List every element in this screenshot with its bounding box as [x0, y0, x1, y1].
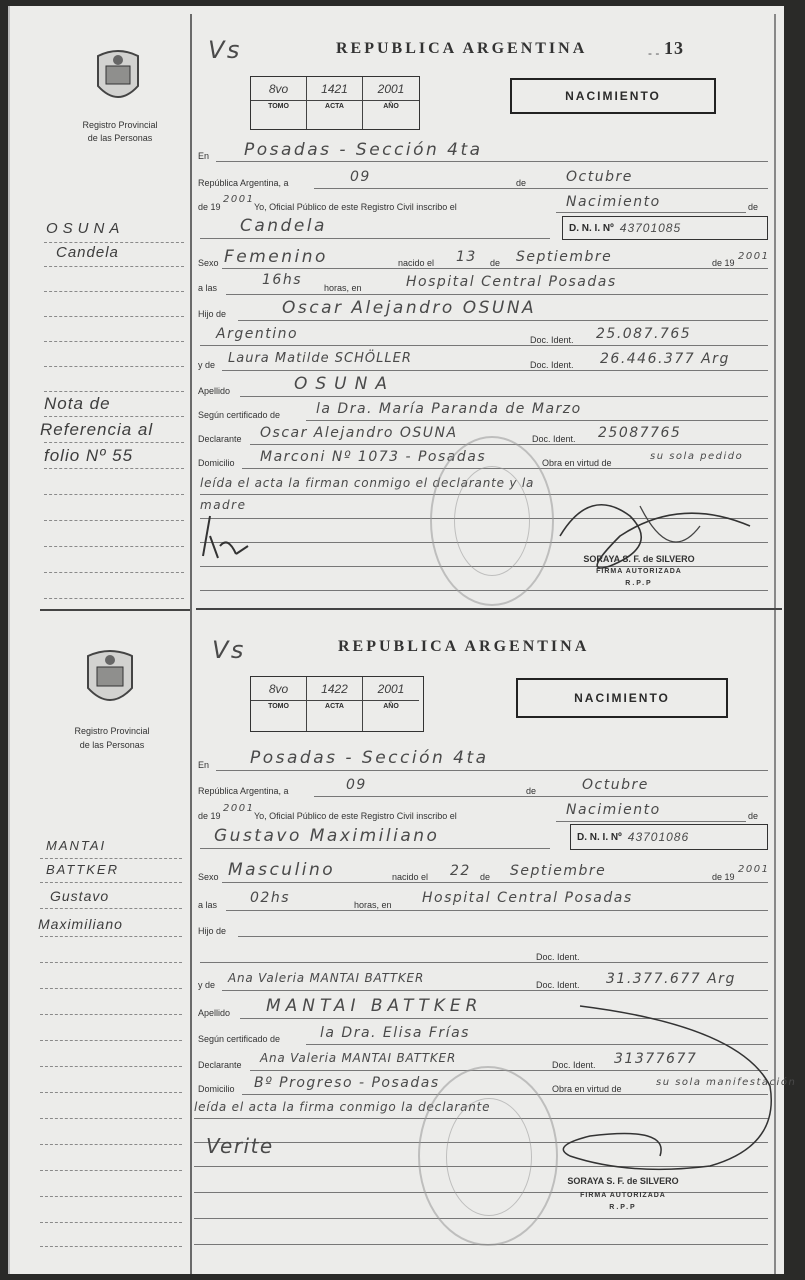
side-dash	[44, 416, 184, 417]
declarante-label: Declarante	[198, 1060, 242, 1070]
declarante-doc-value: 25087765	[598, 425, 682, 441]
tomo-value: 8vo	[251, 677, 306, 701]
nota-line: leída el acta la firma conmigo la declarante	[194, 1100, 491, 1114]
sexo-label: Sexo	[198, 872, 219, 882]
de19-label: de 19	[198, 202, 221, 212]
inscribo-value: Nacimiento	[566, 194, 661, 210]
madre-value: Laura Matilde SCHÖLLER	[228, 351, 412, 366]
en-value: Posadas - Sección 4ta	[244, 140, 483, 160]
mes-value: Octubre	[566, 169, 633, 185]
declarante-doc-label: Doc. Ident.	[532, 434, 576, 444]
registry-name-line2: de las Personas	[79, 740, 145, 750]
lugar-value: Hospital Central Posadas	[406, 274, 617, 290]
nac-dia-value: 22	[450, 863, 471, 879]
nacido-label: nacido el	[392, 872, 429, 882]
side-dash	[44, 598, 184, 599]
domicilio-value: Bº Progreso - Posadas	[254, 1075, 440, 1091]
registry-name-line1: Registro Provincial	[74, 726, 150, 736]
alas-label: a las	[198, 900, 218, 910]
official-title: FIRMA AUTORIZADA	[580, 1192, 666, 1199]
acta-value: 1421	[307, 77, 362, 101]
acta-label: ACTA	[325, 103, 344, 110]
dni-label: D. N. I. Nº	[569, 222, 614, 234]
sexo-label: Sexo	[198, 258, 219, 268]
anio-value: 2001	[223, 803, 255, 814]
official-title: FIRMA AUTORIZADA	[596, 568, 682, 575]
certificado-value: la Dra. María Paranda de Marzo	[316, 401, 582, 417]
side-dash	[40, 858, 182, 859]
de-label-2: de	[748, 811, 759, 821]
nac-anio-value: 2001	[738, 251, 770, 262]
page-number: 13	[664, 38, 684, 58]
registry-emblem	[82, 646, 138, 714]
column-divider	[190, 14, 192, 1274]
dia-value: 09	[350, 169, 371, 185]
doc-ident-label: Doc. Ident.	[536, 952, 580, 962]
declarante-doc-value: 31377677	[614, 1051, 698, 1067]
rule	[200, 848, 550, 849]
side-dash	[40, 1118, 182, 1119]
tomo-acta-box	[250, 676, 424, 732]
rule	[306, 420, 768, 421]
madre-doc-value: 31.377.677 Arg	[606, 971, 736, 987]
apellido-label: Apellido	[198, 386, 231, 396]
tomo-label: TOMO	[268, 103, 289, 110]
side-dash	[40, 1144, 182, 1145]
side-dash	[44, 520, 184, 521]
rule	[200, 962, 768, 963]
de-label: de	[526, 786, 537, 796]
declarante-label: Declarante	[198, 434, 242, 444]
initials: Vs	[212, 636, 246, 664]
yde-label: y de	[198, 360, 216, 370]
rule	[200, 238, 550, 239]
acta-value: 1422	[307, 677, 362, 701]
official-org: R.P.P	[609, 1204, 637, 1211]
dni-box	[562, 216, 768, 240]
side-dash	[40, 1014, 182, 1015]
en-label: En	[198, 151, 210, 161]
record-type-box: NACIMIENTO	[516, 678, 728, 718]
obra-label: Obra en virtud de	[542, 458, 612, 468]
side-dash	[40, 1222, 182, 1223]
sexo-value: Femenino	[224, 247, 328, 267]
padre-value: Oscar Alejandro OSUNA	[282, 298, 537, 318]
hora-value: 16hs	[262, 272, 302, 288]
acta-label: ACTA	[325, 703, 344, 710]
tomo-label: TOMO	[268, 703, 289, 710]
registry-name-line2: de las Personas	[87, 133, 153, 143]
madre-value: Ana Valeria MANTAI BATTKER	[228, 971, 425, 985]
tomo-value: 8vo	[251, 77, 306, 101]
side-dash	[40, 908, 182, 909]
obra-value: su sola manifestación	[656, 1077, 797, 1088]
dia-value: 09	[346, 777, 367, 793]
oficial-text: Yo, Oficial Público de este Registro Civil inscribo el	[254, 202, 457, 212]
side-dash	[40, 962, 182, 963]
apellido-value: OSUNA	[294, 374, 395, 394]
side-note-line1: Nota de	[44, 394, 111, 413]
record-type-box: NACIMIENTO	[510, 78, 716, 114]
ano-label: AÑO	[383, 103, 399, 110]
inscribo-value: Nacimiento	[566, 802, 661, 818]
rule	[556, 821, 746, 822]
side-dash	[40, 1066, 182, 1067]
rep-label: República Argentina, a	[198, 786, 289, 796]
ano-value: 2001	[363, 77, 419, 101]
rule	[200, 345, 768, 346]
dni-value: 43701085	[619, 221, 682, 235]
rule	[238, 936, 768, 937]
dni-box	[570, 824, 768, 850]
record-separator-left	[40, 609, 190, 611]
side-given-2: Maximiliano	[38, 916, 123, 932]
certificado-value: la Dra. Elisa Frías	[320, 1025, 470, 1041]
lugar-value: Hospital Central Posadas	[422, 890, 633, 906]
padre-doc-value: 25.087.765	[596, 326, 692, 342]
side-dash	[44, 316, 184, 317]
horas-en-label: horas, en	[324, 283, 362, 293]
nac-mes-value: Septiembre	[516, 249, 613, 265]
mes-value: Octubre	[582, 777, 649, 793]
declarante-value: Ana Valeria MANTAI BATTKER	[260, 1051, 457, 1065]
side-dash	[44, 266, 184, 267]
side-dash	[40, 1092, 182, 1093]
hijo-label: Hijo de	[198, 926, 227, 936]
de-label-3: de	[490, 258, 501, 268]
declarante-doc-label: Doc. Ident.	[552, 1060, 596, 1070]
side-dash	[40, 1170, 182, 1171]
side-dash	[44, 468, 184, 469]
side-dash	[44, 341, 184, 342]
madre-doc-value: 26.446.377 Arg	[600, 351, 730, 367]
side-note-line3: folio Nº 55	[44, 446, 134, 465]
rule	[216, 770, 768, 771]
side-surname-1: MANTAI	[46, 838, 107, 853]
domicilio-label: Domicilio	[198, 1084, 235, 1094]
nota-line: leída el acta la firman conmigo el declarante y la	[200, 476, 535, 490]
side-surname-2: BATTKER	[46, 862, 119, 877]
yde-label: y de	[198, 980, 216, 990]
declarante-value: Oscar Alejandro OSUNA	[260, 425, 458, 441]
de-label-3: de	[480, 872, 491, 882]
nac-anio-value: 2001	[738, 864, 770, 875]
official-seal	[430, 436, 554, 606]
padre-nac-value: Argentino	[216, 326, 299, 342]
civil-registry-page	[8, 6, 797, 1274]
side-given-1: Gustavo	[50, 888, 110, 904]
domicilio-label: Domicilio	[198, 458, 235, 468]
rule	[238, 320, 768, 321]
side-dash	[40, 1196, 182, 1197]
madre-doc-label: Doc. Ident.	[530, 360, 574, 370]
side-dash	[44, 242, 184, 243]
side-dash	[44, 366, 184, 367]
oficial-text: Yo, Oficial Público de este Registro Civil inscribo el	[254, 811, 457, 821]
certificado-label: Según certificado de	[198, 1034, 281, 1044]
rule	[556, 212, 746, 213]
initials: Vs	[208, 36, 242, 64]
rule	[222, 268, 768, 269]
en-value: Posadas - Sección 4ta	[250, 748, 489, 768]
certificado-label: Según certificado de	[198, 410, 281, 420]
ano-label: AÑO	[383, 703, 399, 710]
rule	[216, 161, 768, 162]
tomo-acta-box	[250, 76, 420, 130]
dni-value: 43701086	[627, 830, 690, 844]
declarant-signature: Verite	[206, 1134, 274, 1158]
hora-value: 02hs	[250, 890, 290, 906]
doc-ident-label: Doc. Ident.	[530, 335, 574, 345]
official-name: SORAYA S. F. de SILVERO	[583, 554, 695, 564]
nota-line-2: madre	[200, 498, 247, 512]
rule	[222, 370, 768, 371]
nac-mes-value: Septiembre	[510, 863, 607, 879]
page-number-dashes: - -	[648, 46, 660, 60]
side-dash	[44, 442, 184, 443]
rule	[314, 796, 768, 797]
sexo-value: Masculino	[228, 860, 336, 880]
rule	[226, 910, 768, 911]
side-dash	[44, 546, 184, 547]
side-given-name: Candela	[56, 244, 119, 261]
registry-emblem	[92, 46, 144, 110]
side-dash	[40, 882, 182, 883]
side-dash	[44, 291, 184, 292]
rule	[314, 188, 768, 189]
nacido-label: nacido el	[398, 258, 435, 268]
side-dash	[40, 1040, 182, 1041]
rule	[226, 294, 768, 295]
side-dash	[44, 572, 184, 573]
alas-label: a las	[198, 283, 218, 293]
official-name: SORAYA S. F. de SILVERO	[567, 1176, 679, 1186]
dni-label: D. N. I. Nº	[577, 831, 622, 843]
signature-scribble	[510, 996, 780, 1196]
en-label: En	[198, 760, 210, 770]
obra-value: su sola pedido	[650, 451, 744, 462]
hijo-label: Hijo de	[198, 309, 227, 319]
de19-label-2: de 19	[712, 872, 735, 882]
domicilio-value: Marconi Nº 1073 - Posadas	[260, 449, 487, 465]
rule	[240, 396, 768, 397]
apellido-label: Apellido	[198, 1008, 231, 1018]
nombre-value: Candela	[240, 216, 327, 236]
side-dash	[44, 494, 184, 495]
apellido-value: MANTAI BATTKER	[266, 996, 483, 1016]
de-label-2: de	[748, 202, 759, 212]
side-dash	[40, 1246, 182, 1247]
official-org: R.P.P	[625, 580, 653, 587]
record-separator-right	[196, 608, 782, 610]
nac-dia-value: 13	[456, 249, 477, 265]
horas-en-label: horas, en	[354, 900, 392, 910]
de19-label-2: de 19	[712, 258, 735, 268]
ano-value: 2001	[363, 677, 419, 701]
country-title: REPUBLICA ARGENTINA	[336, 40, 588, 57]
rule	[222, 882, 768, 883]
de19-label: de 19	[198, 811, 221, 821]
side-note-line2: Referencia al	[40, 420, 154, 439]
country-title: REPUBLICA ARGENTINA	[338, 638, 590, 655]
nombre-value: Gustavo Maximiliano	[214, 826, 440, 846]
side-surname: OSUNA	[46, 220, 125, 237]
madre-doc-label: Doc. Ident.	[536, 980, 580, 990]
side-dash	[40, 988, 182, 989]
de-label: de	[516, 178, 527, 188]
rule	[222, 990, 768, 991]
rep-label: República Argentina, a	[198, 178, 289, 188]
anio-value: 2001	[223, 194, 255, 205]
side-dash	[44, 391, 184, 392]
registry-name-line1: Registro Provincial	[82, 120, 158, 130]
obra-label: Obra en virtud de	[552, 1084, 622, 1094]
declarant-signature	[198, 506, 258, 566]
side-dash	[40, 936, 182, 937]
